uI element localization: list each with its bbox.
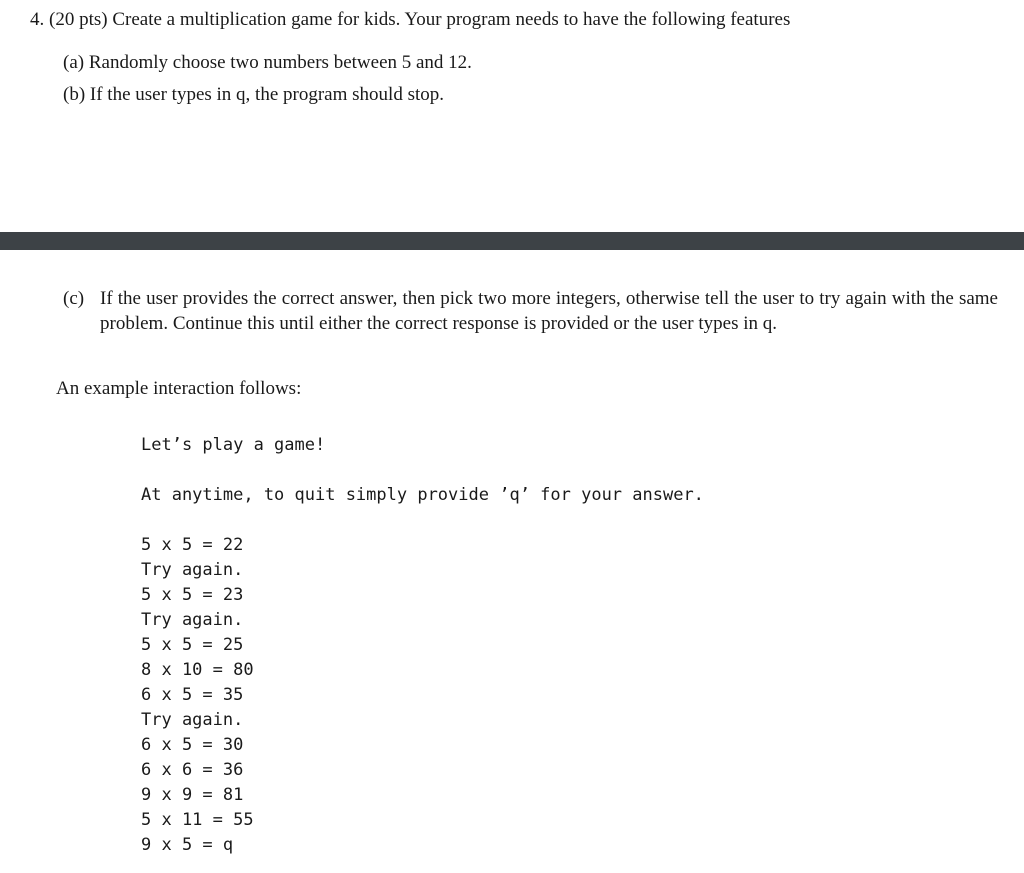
- console-line: Try again.: [141, 560, 244, 580]
- console-line: Try again.: [141, 610, 244, 630]
- item-c-label: (c): [63, 288, 85, 309]
- console-line: 6 x 5 = 30: [141, 735, 244, 755]
- item-c: [63, 286, 998, 336]
- console-line: 5 x 5 = 23: [141, 585, 244, 605]
- item-a: [63, 52, 472, 74]
- item-c-text: If the user provides the correct answer, then pick two more integers, otherwise tell the user to try again with the same problem. Continue this until either the correct response is provided or the user types in q.: [100, 288, 998, 334]
- item-a-text: Randomly choose two numbers between 5 and 12.: [88, 52, 472, 73]
- page-divider: [0, 232, 1024, 250]
- console-line: Try again.: [141, 710, 244, 730]
- console-line: 8 x 10 = 80: [141, 660, 254, 680]
- console-line: 5 x 5 = 22: [141, 535, 244, 555]
- console-line: 5 x 5 = 25: [141, 635, 244, 655]
- item-a-label: (a): [63, 52, 85, 73]
- console-line: 9 x 9 = 81: [141, 785, 244, 805]
- console-line: At anytime, to quit simply provide ’q’ for your answer.: [141, 485, 704, 505]
- item-b-label: (b): [63, 84, 86, 105]
- item-b-text: If the user types in q, the program should stop.: [89, 84, 444, 105]
- question-title: 4. (20 pts) Create a multiplication game for kids. Your program needs to have the following features: [30, 9, 791, 30]
- console-line: 9 x 5 = q: [141, 835, 234, 855]
- console-line: 5 x 11 = 55: [141, 810, 254, 830]
- console-line: 6 x 6 = 36: [141, 760, 244, 780]
- example-intro: An example interaction follows:: [56, 378, 302, 399]
- console-line: 6 x 5 = 35: [141, 685, 244, 705]
- console-line: Let’s play a game!: [141, 435, 326, 455]
- item-b: [63, 84, 444, 106]
